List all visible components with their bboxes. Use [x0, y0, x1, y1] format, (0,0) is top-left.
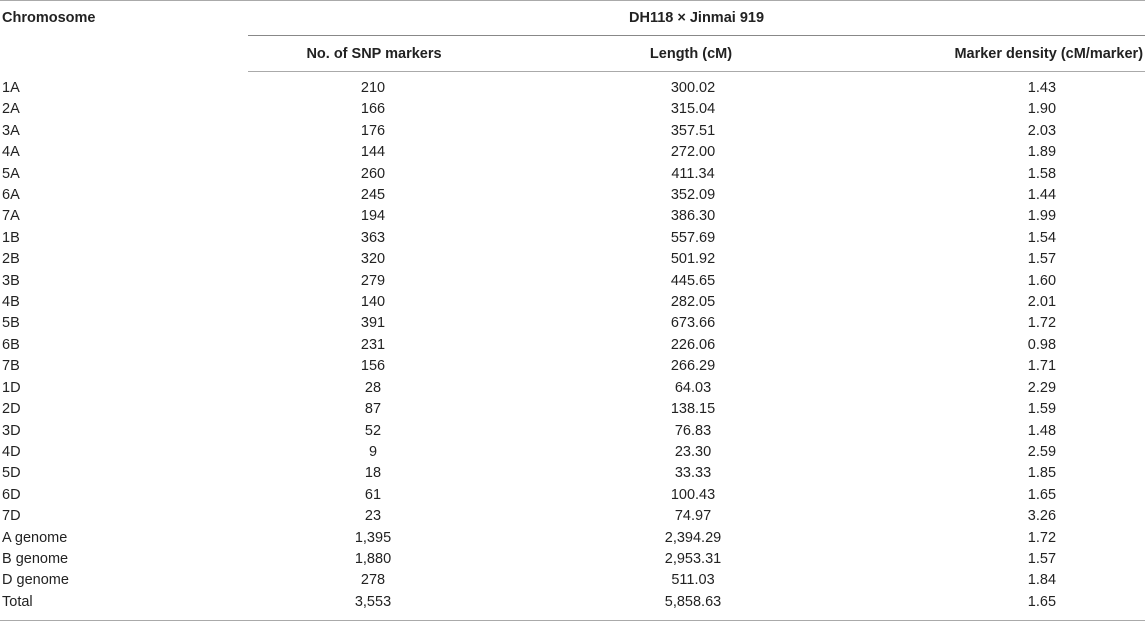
density-cell: 1.71 [1027, 358, 1057, 375]
snp-count-cell: 28 [364, 379, 382, 396]
snp-count-cell: 156 [360, 358, 386, 375]
chromosome-cell: 1D [2, 379, 21, 396]
length-cell: 64.03 [674, 379, 712, 396]
density-cell: 1.44 [1027, 187, 1057, 204]
chromosome-cell: 4A [2, 144, 20, 161]
length-cell: 33.33 [674, 465, 712, 482]
length-cell: 266.29 [670, 358, 716, 375]
table-row [0, 142, 1145, 163]
chromosome-cell: 3A [2, 122, 20, 139]
length-cell: 357.51 [670, 122, 716, 139]
snp-count-cell: 194 [360, 208, 386, 225]
snp-count-column-header: No. of SNP markers [248, 36, 500, 72]
table-row [0, 206, 1145, 227]
table-row [0, 356, 1145, 377]
table-row [0, 99, 1145, 120]
table-top-rule [0, 0, 1145, 1]
length-cell: 100.43 [670, 486, 716, 503]
table-header [0, 0, 1145, 72]
chromosome-cell: 5B [2, 315, 20, 332]
chromosome-cell: D genome [2, 572, 69, 589]
table-row [0, 528, 1145, 549]
snp-count-cell: 144 [360, 144, 386, 161]
length-cell: 445.65 [670, 272, 716, 289]
table-row [0, 313, 1145, 334]
snp-count-cell: 166 [360, 101, 386, 118]
chromosome-cell: 5D [2, 465, 21, 482]
table-row [0, 399, 1145, 420]
length-cell: 300.02 [670, 80, 716, 96]
snp-count-cell: 278 [360, 572, 386, 589]
density-cell: 1.90 [1027, 101, 1057, 118]
snp-count-cell: 1,395 [354, 529, 392, 546]
table-row [0, 292, 1145, 313]
chromosome-cell: 6D [2, 486, 21, 503]
chromosome-cell: 1A [2, 79, 20, 96]
table-row [0, 335, 1145, 356]
length-cell: 411.34 [671, 165, 715, 182]
table-row [0, 421, 1145, 442]
chromosome-cell: A genome [2, 529, 68, 546]
table-row [0, 549, 1145, 570]
chromosome-cell: 7D [2, 508, 21, 525]
snp-count-cell: 1,880 [354, 550, 392, 567]
snp-count-cell: 279 [360, 272, 386, 289]
density-cell: 1.57 [1027, 251, 1057, 268]
table-bottom-rule [0, 620, 1145, 621]
length-cell: 2,953.31 [664, 550, 722, 567]
snp-count-cell: 61 [364, 486, 382, 503]
chromosome-cell: 2B [2, 251, 20, 268]
density-cell: 1.58 [1027, 165, 1057, 182]
length-cell: 352.09 [670, 187, 716, 204]
length-cell: 2,394.29 [664, 529, 722, 546]
density-cell: 2.01 [1027, 294, 1057, 311]
table-row [0, 378, 1145, 399]
table-row [0, 485, 1145, 506]
chromosome-cell: 4D [2, 443, 21, 460]
density-cell: 1.60 [1027, 272, 1057, 289]
density-cell: 1.48 [1027, 422, 1057, 439]
snp-count-cell: 210 [360, 80, 386, 96]
length-cell: 501.92 [670, 251, 716, 268]
length-cell: 74.97 [674, 508, 712, 525]
chromosome-cell: 3D [2, 422, 21, 439]
density-cell: 1.99 [1027, 208, 1057, 225]
density-cell: 1.59 [1027, 401, 1057, 418]
density-cell: 2.29 [1027, 379, 1057, 396]
chromosome-column-header: Chromosome [2, 10, 96, 26]
table-row [0, 271, 1145, 292]
chromosome-cell: 4B [2, 294, 20, 311]
length-cell: 557.69 [670, 229, 716, 246]
density-cell: 1.85 [1027, 465, 1057, 482]
chromosome-cell: 1B [2, 229, 20, 246]
density-cell: 1.89 [1027, 144, 1057, 161]
length-cell: 386.30 [670, 208, 716, 225]
snp-count-cell: 23 [364, 508, 382, 525]
density-cell: 1.72 [1027, 529, 1057, 546]
table-row [0, 442, 1145, 463]
length-cell: 511.03 [671, 572, 715, 589]
chromosome-cell: 7A [2, 208, 20, 225]
chromosome-cell: 2D [2, 401, 21, 418]
density-cell: 1.57 [1027, 550, 1057, 567]
length-cell: 138.15 [670, 401, 716, 418]
table-row [0, 164, 1145, 185]
table-row [0, 185, 1145, 206]
length-cell: 23.30 [674, 443, 712, 460]
snp-count-cell: 9 [368, 443, 378, 460]
length-cell: 315.04 [670, 101, 716, 118]
snp-count-cell: 87 [364, 401, 382, 418]
length-cell: 673.66 [670, 315, 716, 332]
chromosome-cell: Total [2, 593, 33, 610]
density-cell: 1.84 [1027, 572, 1057, 589]
snp-count-cell: 391 [360, 315, 386, 332]
density-cell: 2.03 [1027, 122, 1057, 139]
length-cell: 5,858.63 [664, 593, 722, 610]
snp-count-cell: 320 [360, 251, 386, 268]
length-cell: 226.06 [670, 336, 716, 353]
chromosome-cell: 3B [2, 272, 20, 289]
density-cell: 1.65 [1027, 486, 1057, 503]
density-cell: 1.65 [1027, 593, 1057, 610]
snp-count-cell: 3,553 [354, 593, 392, 610]
table-row [0, 506, 1145, 527]
density-cell: 1.54 [1027, 229, 1057, 246]
chromosome-cell: 6A [2, 187, 20, 204]
chromosome-cell: 5A [2, 165, 20, 182]
length-column-header: Length (cM) [500, 36, 882, 72]
table-row [0, 592, 1145, 613]
chromosome-cell: 6B [2, 336, 20, 353]
chromosome-cell: 2A [2, 101, 20, 118]
density-cell: 2.59 [1027, 443, 1057, 460]
density-cell: 1.72 [1027, 315, 1057, 332]
table-row [0, 72, 1145, 100]
chromosome-cell: B genome [2, 550, 69, 567]
length-cell: 272.00 [670, 144, 716, 161]
length-cell: 282.05 [670, 294, 716, 311]
density-cell: 1.43 [1027, 80, 1057, 96]
density-cell: 0.98 [1027, 336, 1057, 353]
chromosome-cell: 7B [2, 358, 20, 375]
table-row [0, 570, 1145, 591]
snp-count-cell: 245 [360, 187, 386, 204]
snp-count-cell: 140 [360, 294, 386, 311]
snp-count-cell: 260 [360, 165, 386, 182]
population-group-header: DH118 × Jinmai 919 [248, 0, 1145, 36]
table-row [0, 121, 1145, 142]
table-body [0, 72, 1145, 614]
table-row [0, 249, 1145, 270]
table-row [0, 463, 1145, 484]
density-cell: 3.26 [1027, 508, 1057, 525]
snp-count-cell: 176 [360, 122, 386, 139]
snp-count-cell: 231 [360, 336, 386, 353]
table-row [0, 228, 1145, 249]
density-column-header: Marker density (cM/marker) [882, 36, 1145, 72]
snp-count-cell: 363 [360, 229, 386, 246]
snp-count-cell: 18 [364, 465, 382, 482]
length-cell: 76.83 [674, 422, 712, 439]
snp-count-cell: 52 [364, 422, 382, 439]
